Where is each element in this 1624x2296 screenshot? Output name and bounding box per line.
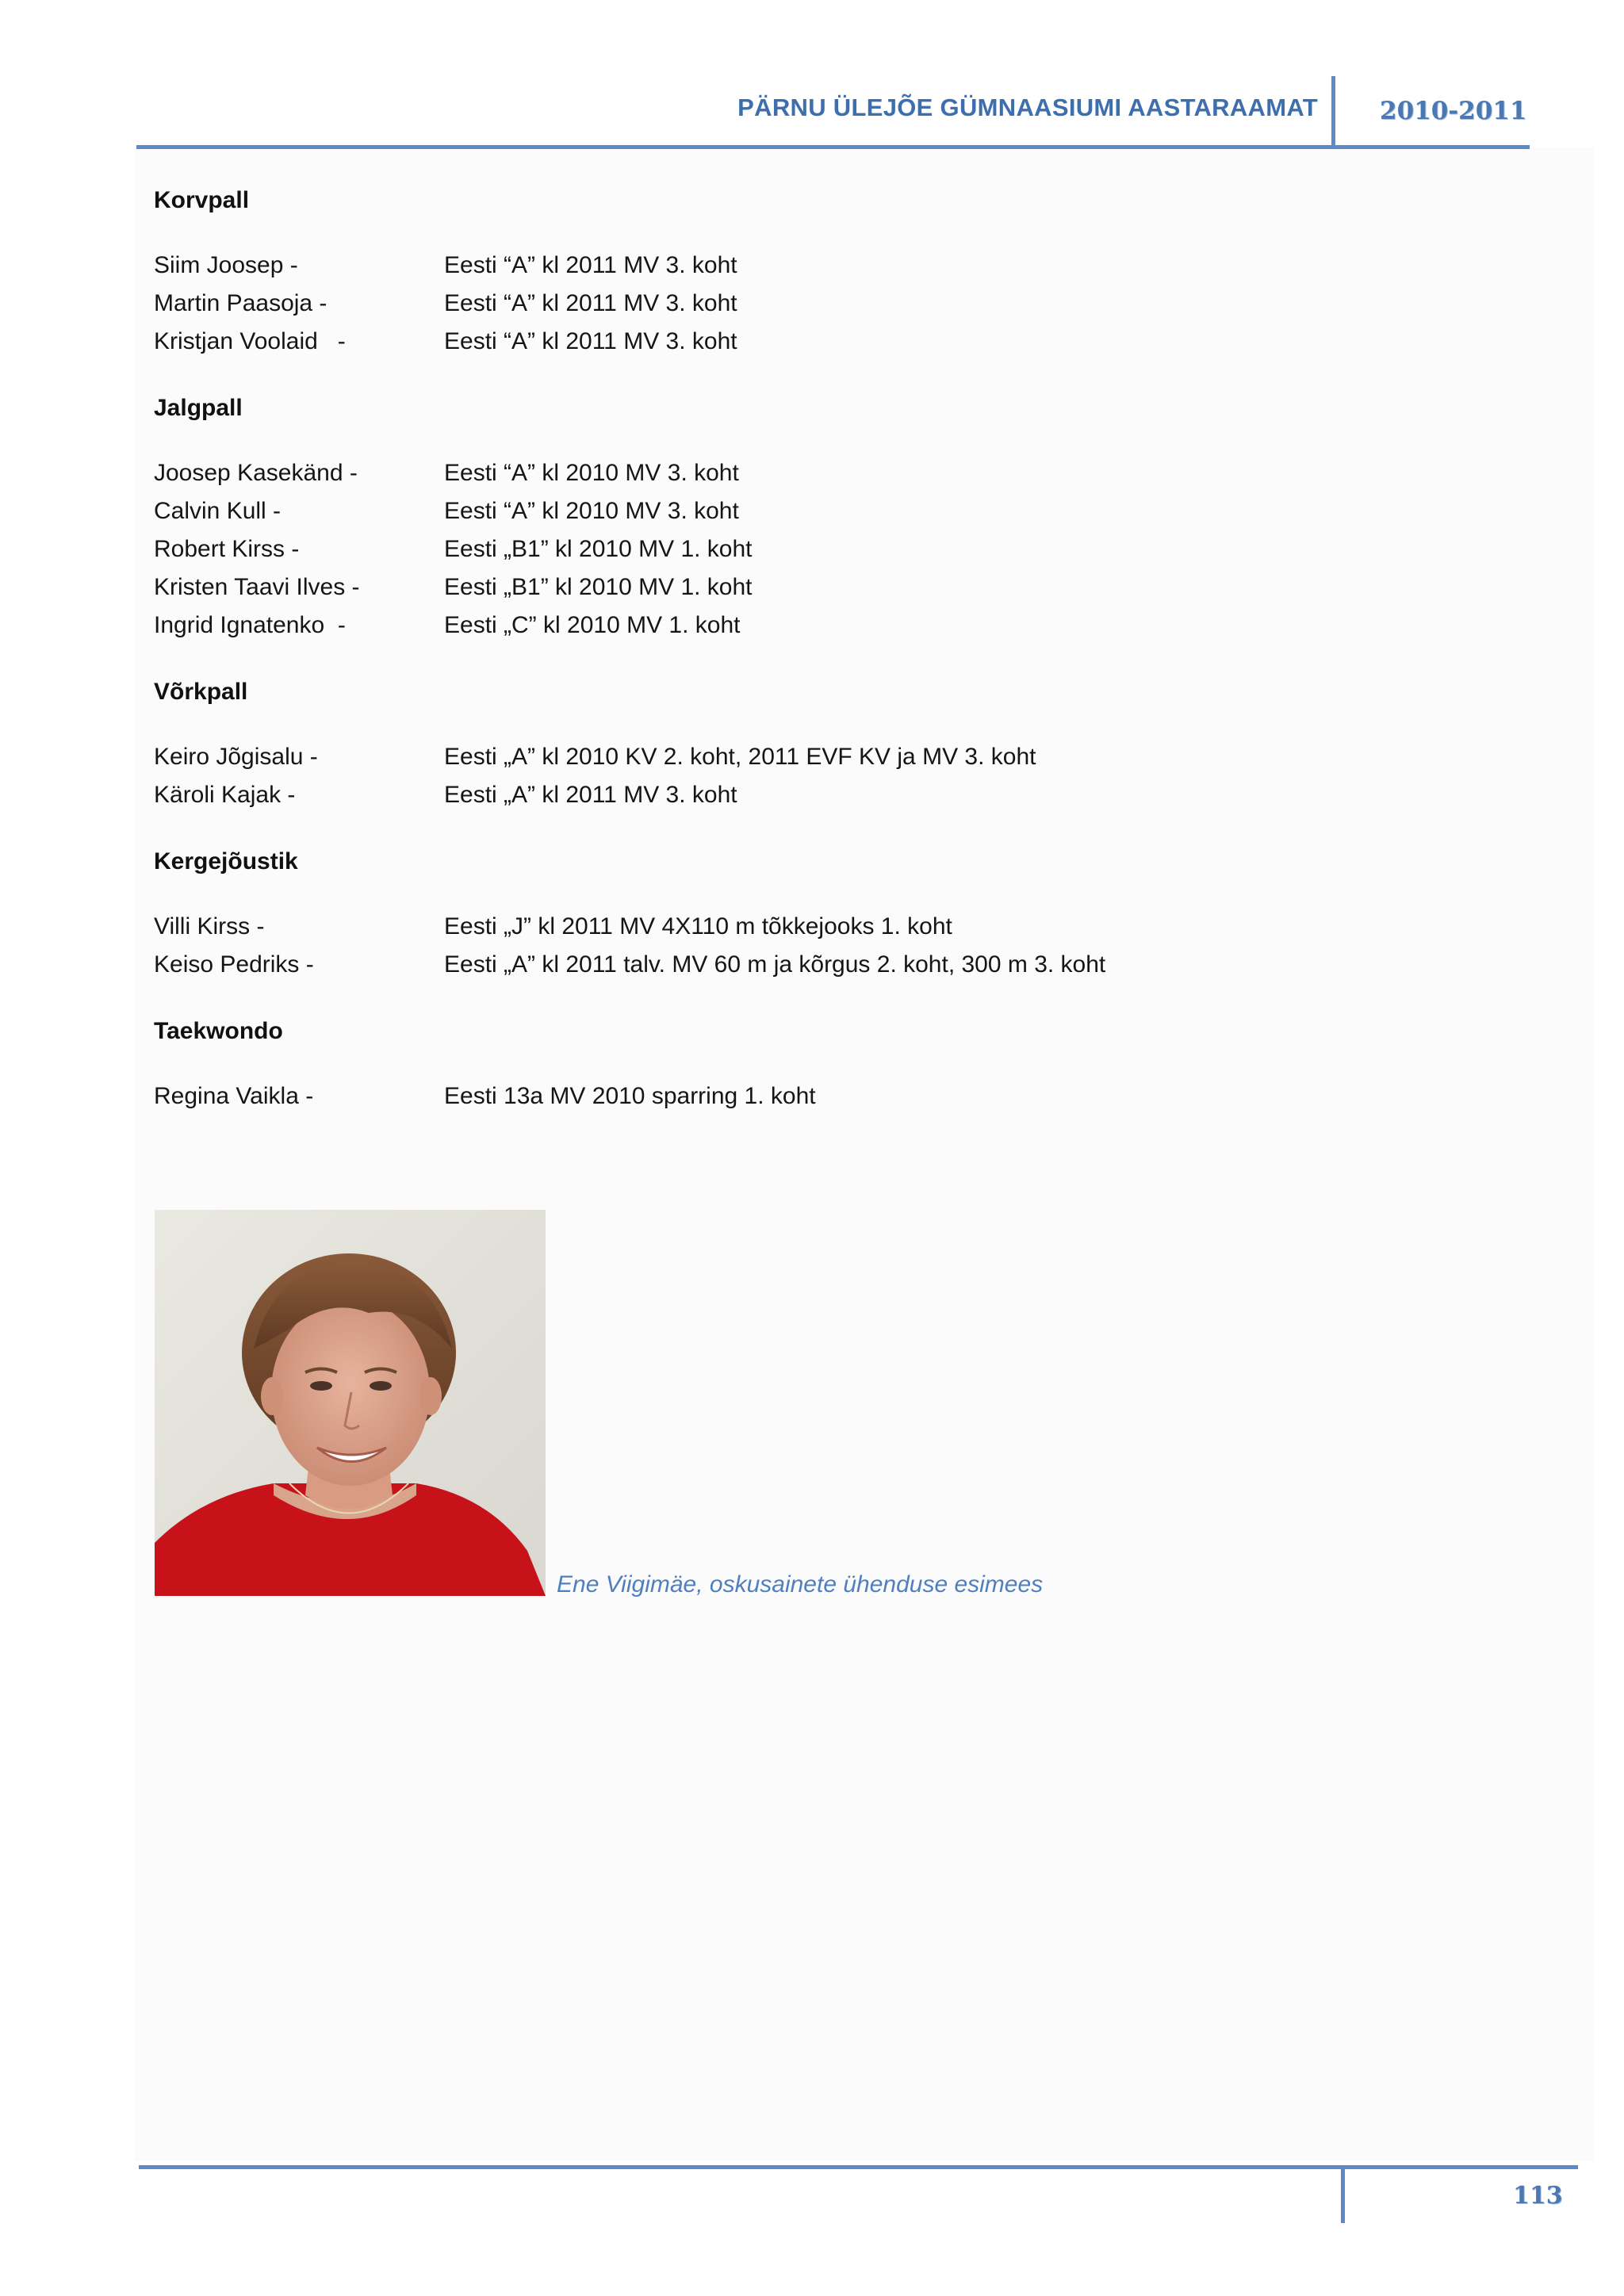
footer-divider [1341, 2168, 1345, 2223]
athlete-name: Joosep Kasekänd - [154, 460, 358, 486]
athlete-result: Eesti „J” kl 2011 MV 4X110 m tõkkejooks 1. koht [444, 913, 952, 939]
athlete-result: Eesti “A” kl 2010 MV 3. koht [444, 498, 739, 524]
athlete-name: Calvin Kull - [154, 498, 282, 524]
athlete-result: Eesti „C” kl 2010 MV 1. koht [444, 612, 741, 638]
athlete-name: Käroli Kajak - [154, 782, 296, 808]
athlete-name: Martin Paasoja - [154, 290, 327, 316]
athlete-result: Eesti “A” kl 2011 MV 3. koht [444, 328, 737, 354]
page-number: 113 [1513, 2182, 1563, 2210]
section-title-kergejoustik: Kergejõustik [154, 848, 298, 874]
portrait-illustration [155, 1210, 546, 1596]
yearbook-year: 2010-2011 [1380, 97, 1527, 125]
athlete-name: Kristen Taavi Ilves - [154, 574, 360, 600]
athlete-name: Kristjan Voolaid - [154, 328, 346, 354]
section-title-jalgpall: Jalgpall [154, 395, 243, 421]
footer-rule [139, 2165, 1578, 2169]
athlete-name: Keiso Pedriks - [154, 951, 314, 978]
athlete-result: Eesti “A” kl 2011 MV 3. koht [444, 290, 737, 316]
header-divider [1331, 76, 1335, 146]
athlete-name: Ingrid Ignatenko - [154, 612, 346, 638]
header-rule [136, 145, 1530, 149]
page-body [135, 147, 1594, 2161]
athlete-name: Regina Vaikla - [154, 1083, 314, 1109]
athlete-result: Eesti „A” kl 2011 MV 3. koht [444, 782, 737, 808]
section-title-korvpall: Korvpall [154, 187, 250, 213]
athlete-name: Robert Kirss - [154, 536, 300, 562]
athlete-result: Eesti “A” kl 2011 MV 3. koht [444, 252, 737, 278]
athlete-result: Eesti 13a MV 2010 sparring 1. koht [444, 1083, 816, 1109]
athlete-name: Keiro Jõgisalu - [154, 744, 318, 770]
athlete-result: Eesti „A” kl 2010 KV 2. koht, 2011 EVF KV ja MV 3. koht [444, 744, 1036, 770]
athlete-name: Siim Joosep - [154, 252, 298, 278]
photo-caption: Ene Viigimäe, oskusainete ühenduse esimees [557, 1571, 1044, 1598]
athlete-result: Eesti “A” kl 2010 MV 3. koht [444, 460, 739, 486]
athlete-result: Eesti „B1” kl 2010 MV 1. koht [444, 574, 753, 600]
portrait-photo [155, 1210, 546, 1596]
section-title-vorkpall: Võrkpall [154, 679, 248, 705]
yearbook-title: PÄRNU ÜLEJÕE GÜMNAASIUMI AASTARAAMAT [737, 94, 1318, 121]
section-title-taekwondo: Taekwondo [154, 1018, 283, 1044]
athlete-result: Eesti „B1” kl 2010 MV 1. koht [444, 536, 753, 562]
athlete-result: Eesti „A” kl 2011 talv. MV 60 m ja kõrgus 2. koht, 300 m 3. koht [444, 951, 1106, 978]
athlete-name: Villi Kirss - [154, 913, 265, 939]
